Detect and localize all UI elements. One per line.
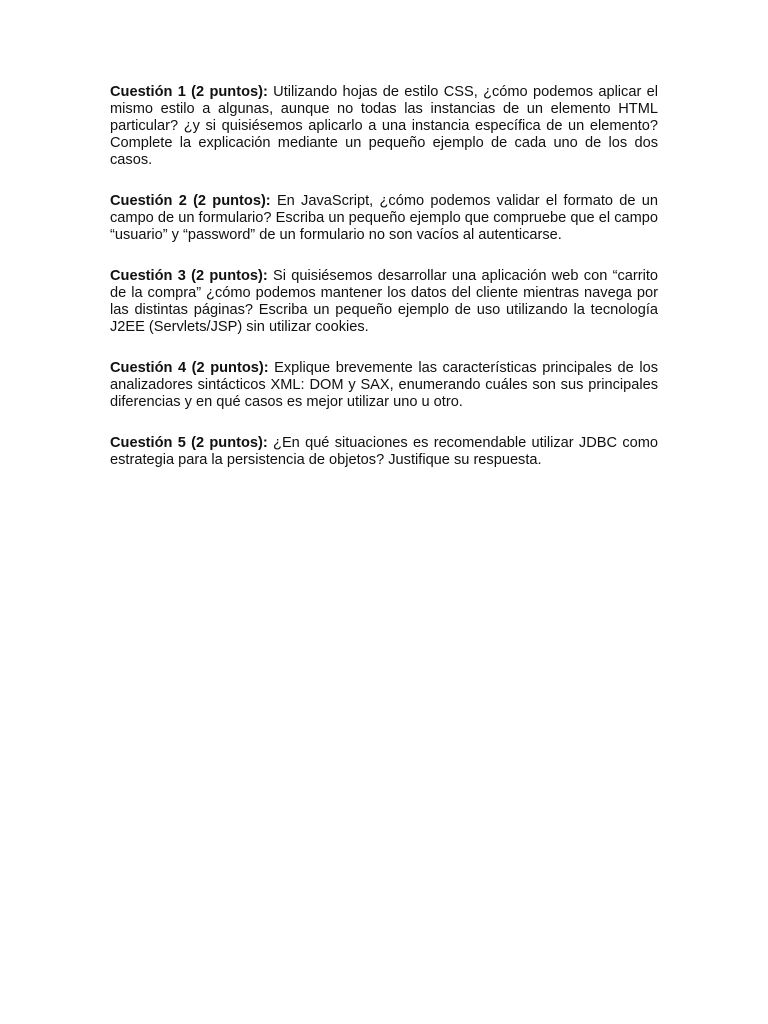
question-title: Cuestión 5 (2 puntos): — [110, 435, 268, 451]
exam-questions — [110, 84, 658, 493]
question-text: Utilizando hojas de estilo CSS, ¿cómo podemos aplicar el mismo estilo a algunas, aunque no todas las instancias de un elemento HTML particular? ¿y si quisiésemos aplicarlo a una instancia específica de un elemento? Complete la explicación mediante un pequeño ejemplo de cada uno de los dos casos. — [110, 84, 658, 168]
question-3 — [110, 268, 658, 336]
question-2 — [110, 193, 658, 244]
question-1 — [110, 84, 658, 169]
question-text: ¿En qué situaciones es recomendable utilizar JDBC como estrategia para la persistencia de objetos? Justifique su respuesta. — [110, 435, 659, 468]
question-5 — [110, 435, 658, 469]
question-text: Si quisiésemos desarrollar una aplicación web con “carrito de la compra” ¿cómo podemos mantener los datos del cliente mientras navega por las distintas páginas? Escriba un pequeño ejemplo de uso utilizando la tecnología J2EE (Servlets/JSP) sin utilizar cookies. — [110, 268, 659, 335]
question-title: Cuestión 4 (2 puntos): — [110, 360, 269, 376]
question-text: Explique brevemente las características principales de los analizadores sintácticos XML: DOM y SAX, enumerando cuáles son sus principales diferencias y en qué casos es mejor utilizar uno u otro. — [110, 360, 658, 410]
question-title: Cuestión 3 (2 puntos): — [110, 268, 268, 284]
question-4 — [110, 360, 658, 411]
question-title: Cuestión 2 (2 puntos): — [110, 193, 271, 209]
question-text: En JavaScript, ¿cómo podemos validar el formato de un campo de un formulario? Escriba un pequeño ejemplo que compruebe que el campo “usuario” y “password” de un formulario no son vacíos al autenticarse. — [110, 193, 658, 243]
question-title: Cuestión 1 (2 puntos): — [110, 84, 268, 100]
